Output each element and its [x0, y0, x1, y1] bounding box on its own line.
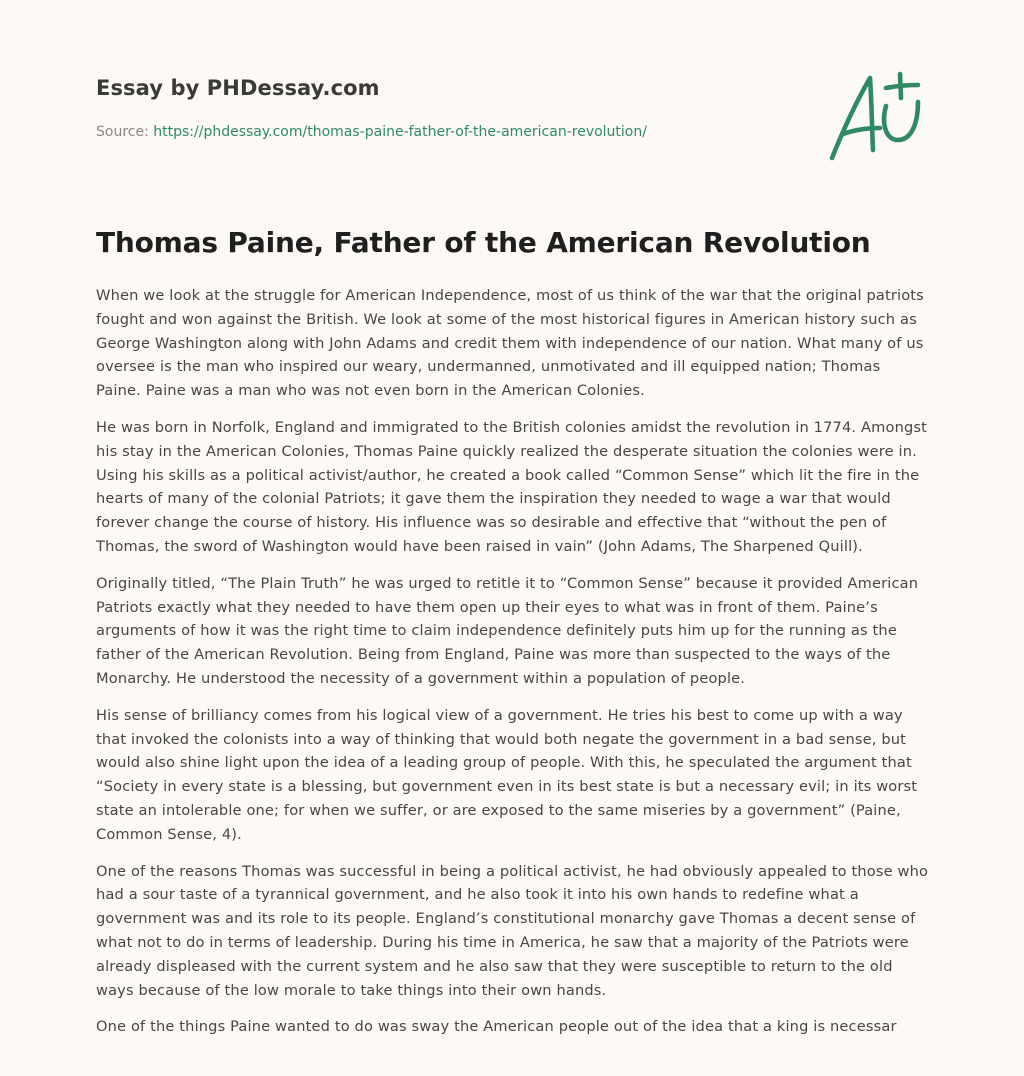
essay-paragraph: Originally titled, “The Plain Truth” he was urged to retitle it to “Common Sense” because it provided American Patriots exactly what they needed to have them open up their eyes to what was in front of them. Paine’s arguments of how it was the right time to claim independence definitely puts him up for the running as the father of the American Revolution. Being from England, Paine was more than suspected to the ways of the Monarchy. He understood the necessity of a government within a population of people.	[96, 574, 919, 687]
a-plus-logo-icon	[826, 68, 930, 164]
a-plus-logo-svg	[826, 68, 930, 164]
essay-title: Thomas Paine, Father of the American Revolution	[96, 226, 871, 259]
source-line	[96, 124, 647, 140]
essay-paragraph: He was born in Norfolk, England and immigrated to the British colonies amidst the revolution in 1774. Amongst his stay in the American Colonies, Thomas Paine quickly realized the desperate situation the colonies were in. Using his skills as a political activist/author, he created a book called “Common Sense” which lit the fire in the hearts of many of the colonial Patriots; it gave them the inspiration they needed to wage a war that would forever change the course of history. His influence was so desirable and effective that “without the pen of Thomas, the sword of Washington would have been raised in vain” (John Adams, The Sharpened Quill).	[96, 418, 928, 555]
source-link[interactable]: https://phdessay.com/thomas-paine-father-of-the-american-revolution/	[153, 124, 647, 140]
essay-body	[96, 284, 930, 1076]
essay-paragraph: One of the things Paine wanted to do was sway the American people out of the idea that a king is necessar	[96, 1018, 897, 1036]
essay-paragraph: When we look at the struggle for American Independence, most of us think of the war that the original patriots fought and won against the British. We look at some of the most historical figures in American history such as George Washington along with John Adams and credit them with independence of our nation. What many of us oversee is the man who inspired our weary, undermanned, unmotivated and ill equipped nation; Thomas Paine. Paine was a man who was not even born in the American Colonies.	[96, 287, 924, 400]
essay-paragraph: His sense of brilliancy comes from his logical view of a government. He tries his best to come up with a way that invoked the colonists into a way of thinking that would both negate the government in a bad sense, but would also shine light upon the idea of a leading group of people. With this, he speculated the argument that “Society in every state is a blessing, but government even in its best state is but a necessary evil; in its worst state an intolerable one; for when we suffer, or are exposed to the same miseries by a government” (Paine, Common Sense, 4).	[96, 706, 918, 843]
essay-paragraph: One of the reasons Thomas was successful in being a political activist, he had obviously appealed to those who had a sour taste of a tyrannical government, and he also took it into his own hands to redefine what a government was and its role to its people. England’s constitutional monarchy gave Thomas a decent sense of what not to do in terms of leadership. During his time in America, he saw that a majority of the Patriots were already displeased with the current system and he also saw that they were susceptible to return to the old ways because of the low morale to take things into their own hands.	[96, 862, 929, 999]
source-label: Source:	[96, 124, 154, 140]
site-brand: Essay by PHDessay.com	[96, 76, 380, 100]
